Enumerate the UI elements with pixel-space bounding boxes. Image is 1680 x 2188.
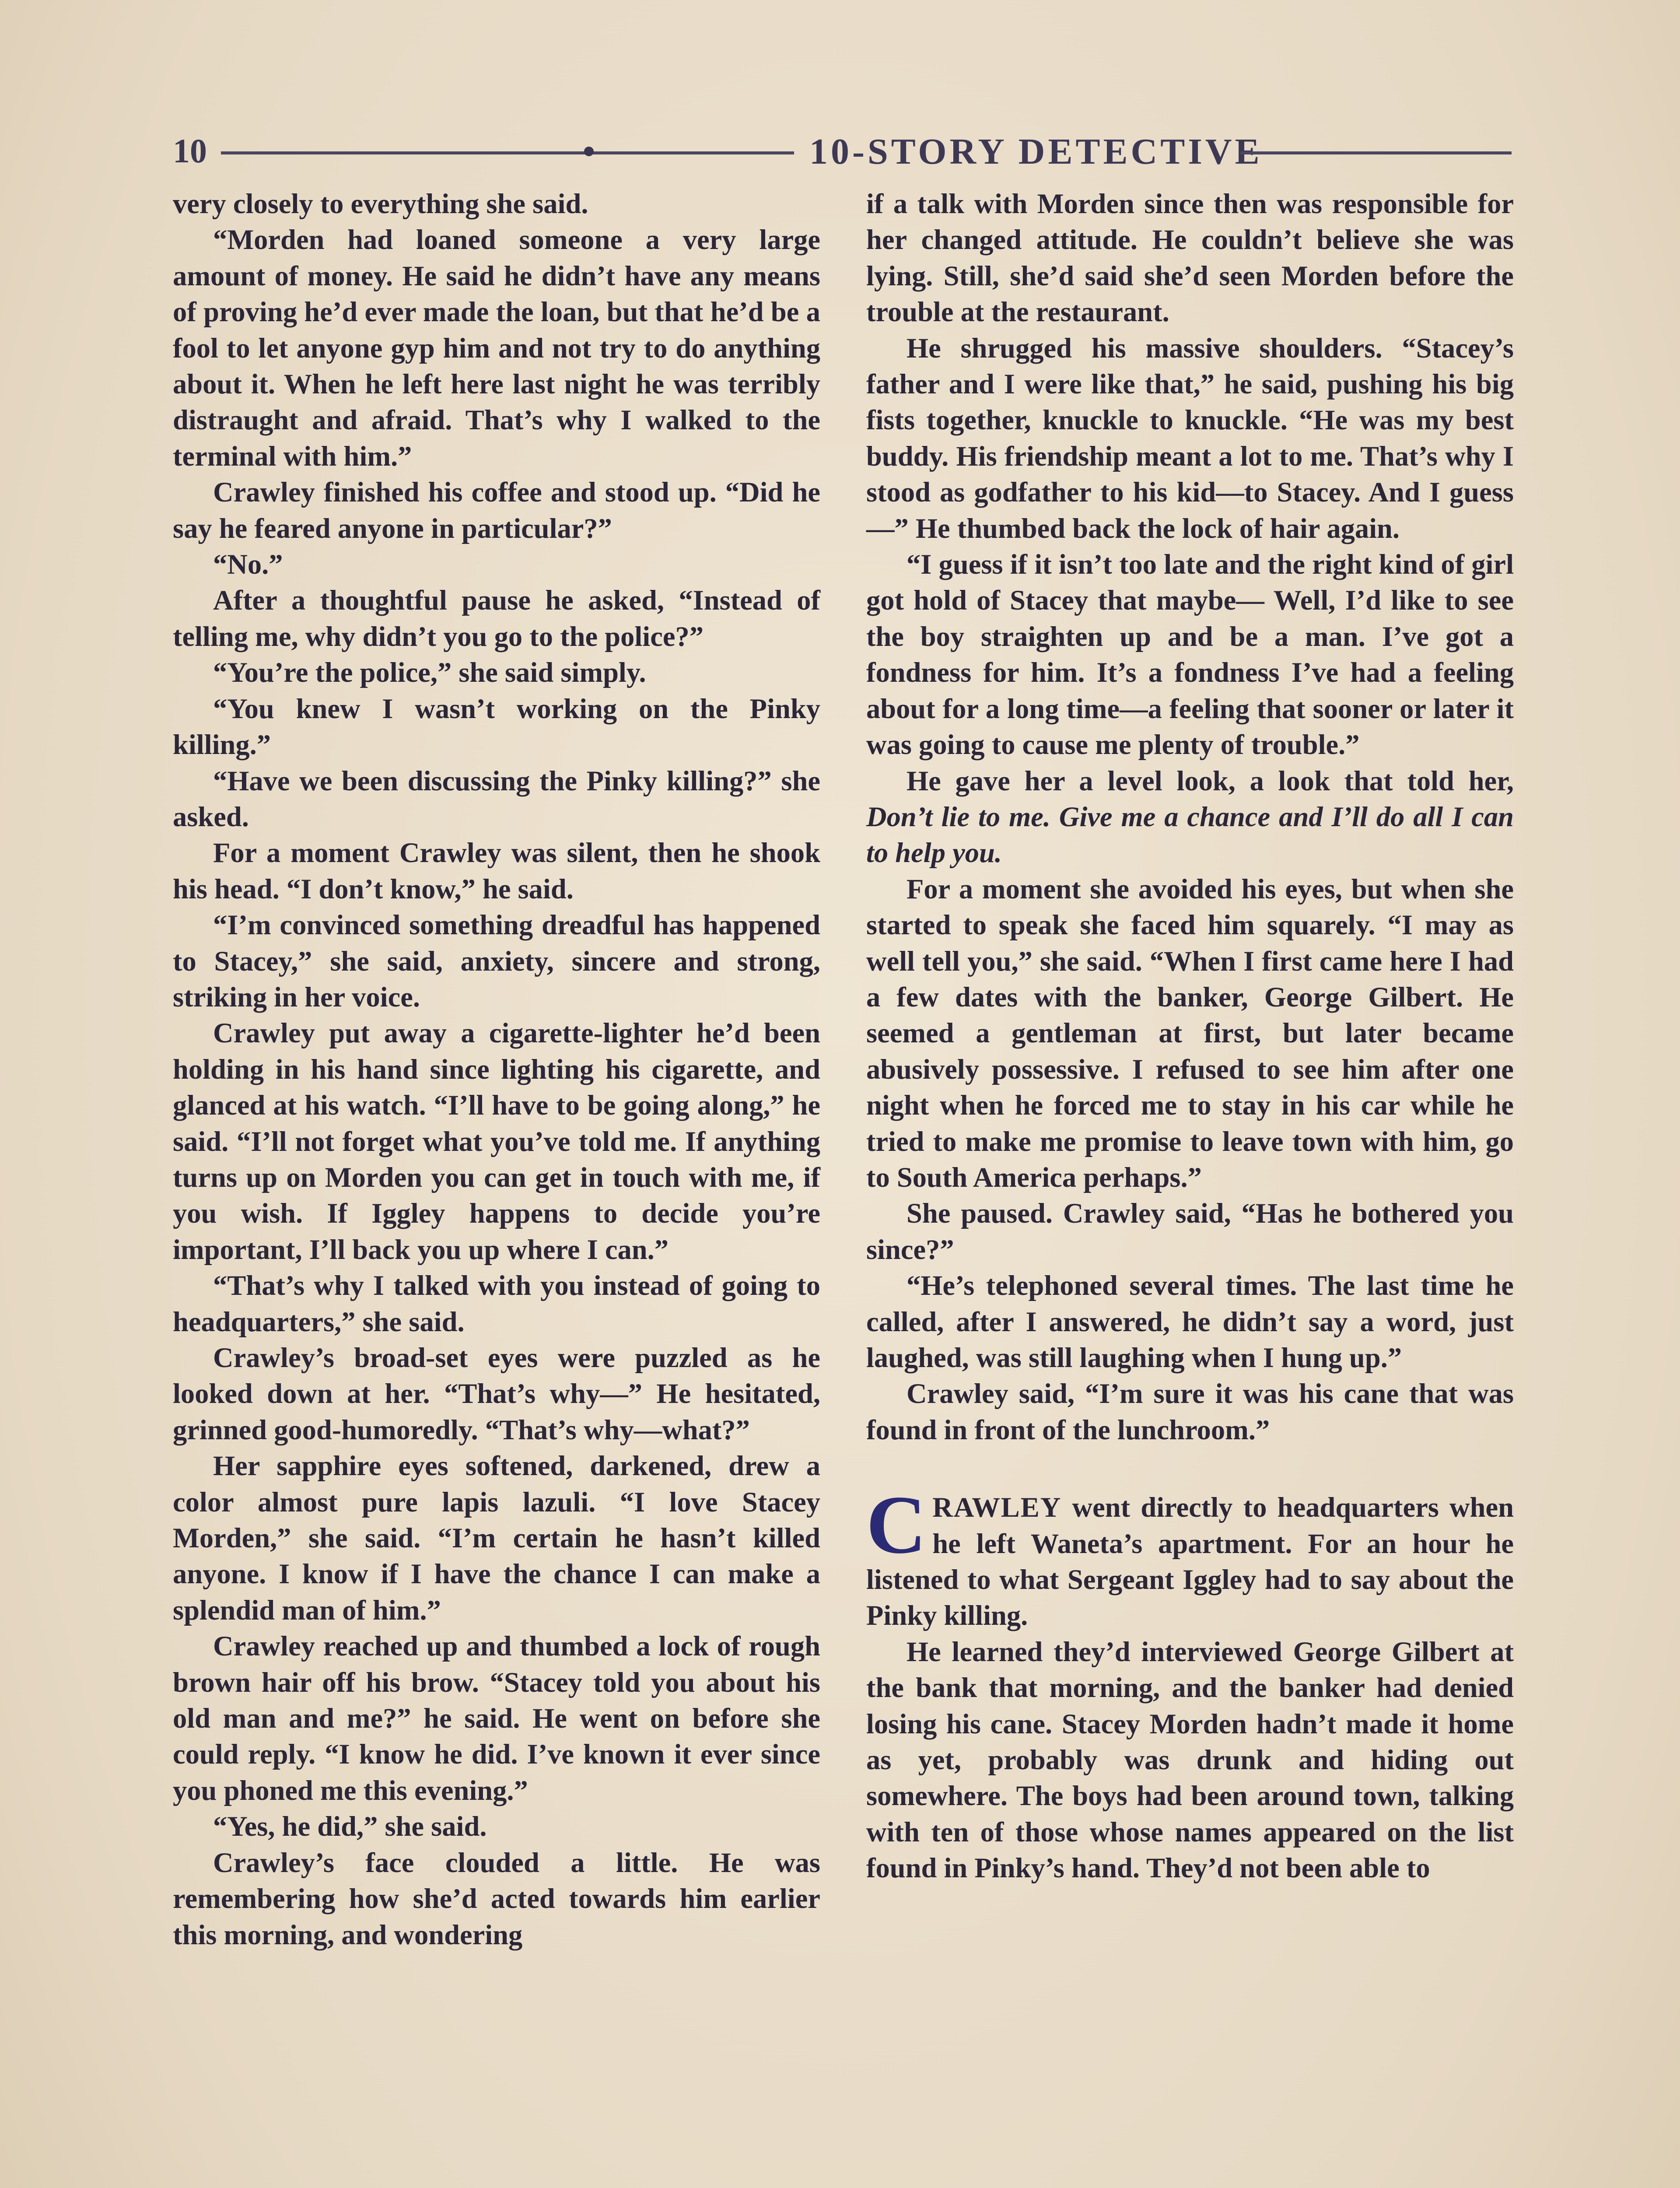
paragraph: “Have we been discussing the Pinky killing?” she asked.: [173, 765, 820, 832]
italic-thought: Don’t lie to me. Give me a chance and I’ll do all I can to help you.: [866, 801, 1514, 869]
section-lead-caps: RAWLEY: [932, 1492, 1062, 1523]
header-ornament-dot: [584, 147, 594, 156]
paragraph: Crawley’s broad-set eyes were puzzled as he looked down at her. “That’s why—” He hesitated, grinned good-humoredly. “That’s why—what?”: [173, 1342, 820, 1445]
paragraph: She paused. Crawley said, “Has he bothered you since?”: [866, 1198, 1514, 1265]
paragraph: “I’m convinced something dreadful has happened to Stacey,” she said, anxiety, sincere and strong, striking in her voice.: [173, 909, 820, 1013]
paragraph: Crawley put away a cigarette-lighter he’d been holding in his hand since lighting his cigarette, and glanced at his watch. “I’ll have to be going along,” he said. “I’ll not forget what you’ve told me. If anything turns up on Morden you can get in touch with me, if you wish. If Iggley happens to decide you’re important, I’ll back you up where I can.”: [173, 1017, 820, 1265]
drop-cap: C: [866, 1479, 927, 1571]
paragraph: He learned they’d interviewed George Gilbert at the bank that morning, and the banker had denied losing his cane. Stacey Morden hadn’t made it home as yet, probably was drunk and hiding out somewhere. The boys had been around town, talking with ten of those whose names appeared on the list found in Pinky’s hand. They’d not been able to: [866, 1636, 1514, 1884]
section-opening-paragraph: [866, 1479, 1514, 1634]
paragraph: Crawley finished his coffee and stood up. “Did he say he feared anyone in particular?”: [173, 477, 820, 544]
paragraph: if a talk with Morden since then was responsible for her changed attitude. He couldn’t believe she was lying. Still, she’d said she’d seen Morden before the trouble at the restaurant.: [866, 188, 1514, 328]
paragraph: For a moment she avoided his eyes, but when she started to speak she faced him squarely. “I may as well tell you,” she said. “When I first came here I had a few dates with the banker, George Gilbert. He seemed a gentleman at first, but later became abusively possessive. I refused to see him after one night when he forced me to stay in his car while he tried to make me promise to leave town with him, go to South America perhaps.”: [866, 873, 1514, 1193]
paragraph: For a moment Crawley was silent, then he shook his head. “I don’t know,” he said.: [173, 837, 820, 905]
paragraph: [866, 763, 1514, 871]
paragraph: “That’s why I talked with you instead of going to headquarters,” she said.: [173, 1270, 820, 1337]
left-text-column: [173, 186, 820, 1953]
paragraph: “You knew I wasn’t working on the Pinky killing.”: [173, 693, 820, 761]
paragraph: “He’s telephoned several times. The last time he called, after I answered, he didn’t say a word, just laughed, was still laughing when I hung up.”: [866, 1270, 1514, 1373]
paragraph: “No.”: [213, 549, 283, 580]
paragraph-text: went directly to headquarters when he left Waneta’s apartment. For an hour he listened to what Sergeant Iggley had to say about the Pinky killing.: [866, 1492, 1514, 1631]
paragraph: “I guess if it isn’t too late and the right kind of girl got hold of Stacey that maybe— Well, I’d like to see the boy straighten up and be a man. I’ve got a fondness for him. It’s a fondness I’ve had a feeling about for a long time—a feeling that sooner or later it was going to cause me plenty of trouble.”: [866, 549, 1514, 761]
page-number: 10: [173, 132, 207, 170]
paragraph: Crawley reached up and thumbed a lock of rough brown hair off his brow. “Stacey told you about his old man and me?” he said. He went on before she could reply. “I know he did. I’ve known it ever since you phoned me this evening.”: [173, 1630, 820, 1806]
header-rule-right: [1240, 151, 1512, 154]
magazine-title: 10-STORY DETECTIVE: [809, 131, 1263, 172]
page-header: [173, 127, 1512, 175]
right-text-column: [866, 186, 1514, 1886]
paragraph: “You’re the police,” she said simply.: [213, 657, 646, 688]
paragraph: very closely to everything she said.: [173, 188, 588, 219]
paragraph: Crawley’s face clouded a little. He was remembering how she’d acted towards him earlier this morning, and wondering: [173, 1847, 820, 1950]
paragraph: He shrugged his massive shoulders. “Stacey’s father and I were like that,” he said, pushing his big fists together, knuckle to knuckle. “He was my best buddy. His friendship meant a lot to me. That’s why I stood as godfather to his kid—to Stacey. And I guess—” He thumbed back the lock of hair again.: [866, 332, 1514, 544]
paragraph: “Morden had loaned someone a very large amount of money. He said he didn’t have any means of proving he’d ever made the loan, but that he’d be a fool to let anyone gyp him and not try to do anything about it. When he left here last night he was terribly distraught and afraid. That’s why I walked to the terminal with him.”: [173, 224, 820, 472]
paragraph: “Yes, he did,” she said.: [213, 1811, 487, 1842]
paragraph: After a thoughtful pause he asked, “Instead of telling me, why didn’t you go to the police?”: [173, 585, 820, 652]
header-rule-left: [221, 151, 794, 154]
paragraph: Her sapphire eyes softened, darkened, drew a color almost pure lapis lazuli. “I love Stacey Morden,” she said. “I’m certain he hasn’t killed anyone. I know if I have the chance I can make a splendid man of him.”: [173, 1450, 820, 1626]
paragraph: Crawley said, “I’m sure it was his cane that was found in front of the lunchroom.”: [866, 1378, 1514, 1445]
paragraph-text: He gave her a level look, a look that told her,: [906, 765, 1514, 796]
